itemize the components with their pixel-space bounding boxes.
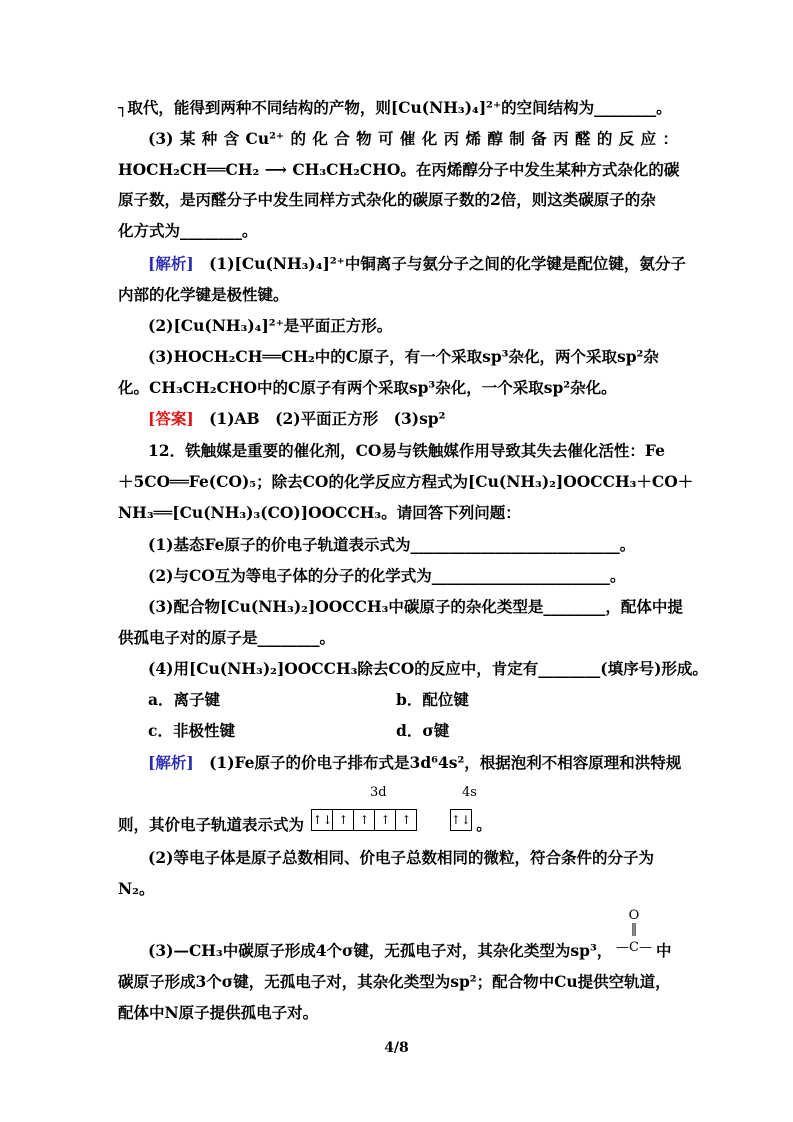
text-line: (2)等电子体是原子总数相同、价电子总数相同的微粒，符合条件的分子为: [148, 848, 654, 867]
text-line: 化。CH₃CH₂CHO中的C原子有两个采取sp³杂化，一个采取sp²杂化。: [118, 378, 617, 397]
text-line: 中: [656, 941, 672, 960]
ketone-carbon: —C—: [616, 940, 652, 955]
orbital-box: ↑↓: [311, 809, 333, 831]
text-line: 原子数，是丙醛分子中发生同样方式杂化的碳原子数的2倍，则这类碳原子的杂: [118, 190, 656, 209]
orbital-box: ↑↓: [450, 809, 472, 831]
option-a: a．离子键: [148, 690, 221, 709]
page-number: 4/8: [384, 1040, 409, 1056]
answer-tag: [答案]: [148, 409, 194, 428]
text-line: 碳原子形成3个σ键，无孤电子对，其杂化类型为sp²；配合物中Cu提供空轨道，: [118, 972, 671, 991]
orbital-box: ↑: [374, 809, 396, 831]
text-line: (1)基态Fe原子的价电子轨道表示式为___________________________。: [148, 535, 636, 554]
text-line: ＋5CO══Fe(CO)₅；除去CO的化学反应方程式为[Cu(NH₃)₂]OOCCH₃＋CO＋: [118, 472, 694, 491]
text-line: HOCH₂CH══CH₂ ⟶ CH₃CH₂CHO。在丙烯醇分子中发生某种方式杂化的碳: [118, 160, 680, 179]
analysis-line: [148, 254, 686, 274]
text-line: (2)[Cu(NH₃)₄]²⁺是平面正方形。: [148, 316, 393, 335]
text-line: (3)HOCH₂CH══CH₂中的C原子，有一个采取sp³杂化，两个采取sp²杂: [148, 347, 659, 366]
text-line: (2)与CO互为等电子体的分子的化学式为_______________________。: [148, 566, 626, 585]
option-d: d．σ键: [396, 721, 450, 740]
text-line: NH₃══[Cu(NH₃)₃(CO)]OOCCH₃。请回答下列问题：: [118, 503, 521, 522]
text-line: (3)配合物[Cu(NH₃)₂]OOCCH₃中碳原子的杂化类型是________，配体中提: [148, 597, 683, 616]
text-line: (3)某种含Cu²⁺的化合物可催化丙烯醇制备丙醛的反应：: [148, 129, 678, 148]
analysis-text: (1)[Cu(NH₃)₄]²⁺中铜离子与氨分子之间的化学键是配位键，氨分子: [209, 254, 686, 273]
analysis-tag: [解析]: [148, 753, 194, 772]
orbital-text: 则，其价电子轨道表示式为: [118, 815, 305, 834]
text-line: 化方式为________。: [118, 221, 258, 240]
analysis-text: (1)Fe原子的价电子排布式是3d⁶4s²，根据泡利不相容原理和洪特规: [209, 753, 682, 772]
analysis-tag: [解析]: [148, 254, 194, 273]
orbital-box: ↑: [395, 809, 417, 831]
text-line: N₂。: [118, 879, 155, 898]
text-line: (3)—CH₃中碳原子形成4个σ键，无孤电子对，其杂化类型为sp³，: [148, 941, 613, 960]
orbital-label-3d: 3d: [370, 785, 387, 800]
ketone-double-bond: ‖: [630, 922, 638, 937]
orbital-4s-boxes: [450, 809, 471, 831]
text-line: 内部的化学键是极性键。: [118, 285, 289, 304]
question-line: 12．铁触媒是重要的催化剂，CO易与铁触媒作用导致其失去催化活性：Fe: [148, 441, 665, 460]
orbital-box: ↑: [353, 809, 375, 831]
text-line: (4)用[Cu(NH₃)₂]OOCCH₃除去CO的反应中，肯定有________(填序号)形成。: [148, 659, 708, 678]
answer-line: [148, 409, 678, 429]
option-b: b．配位键: [396, 690, 469, 709]
end-mark: 。: [476, 815, 492, 834]
text-line: 供孤电子对的原子是________。: [118, 628, 336, 647]
option-c: c．非极性键: [148, 721, 235, 740]
ketone-oxygen: O: [628, 908, 640, 923]
text-line: 配体中N原子提供孤电子对。: [118, 1003, 319, 1022]
orbital-label-4s: 4s: [462, 785, 477, 800]
answer-text: (1)AB (2)平面正方形 (3)sp²: [209, 409, 446, 428]
text-line: ┐取代，能得到两种不同结构的产物，则[Cu(NH₃)₄]²⁺的空间结构为________。: [118, 98, 672, 117]
orbital-line: [118, 815, 678, 837]
orbital-box: ↑: [332, 809, 354, 831]
orbital-3d-boxes: [311, 809, 416, 831]
analysis-line: [148, 753, 682, 773]
